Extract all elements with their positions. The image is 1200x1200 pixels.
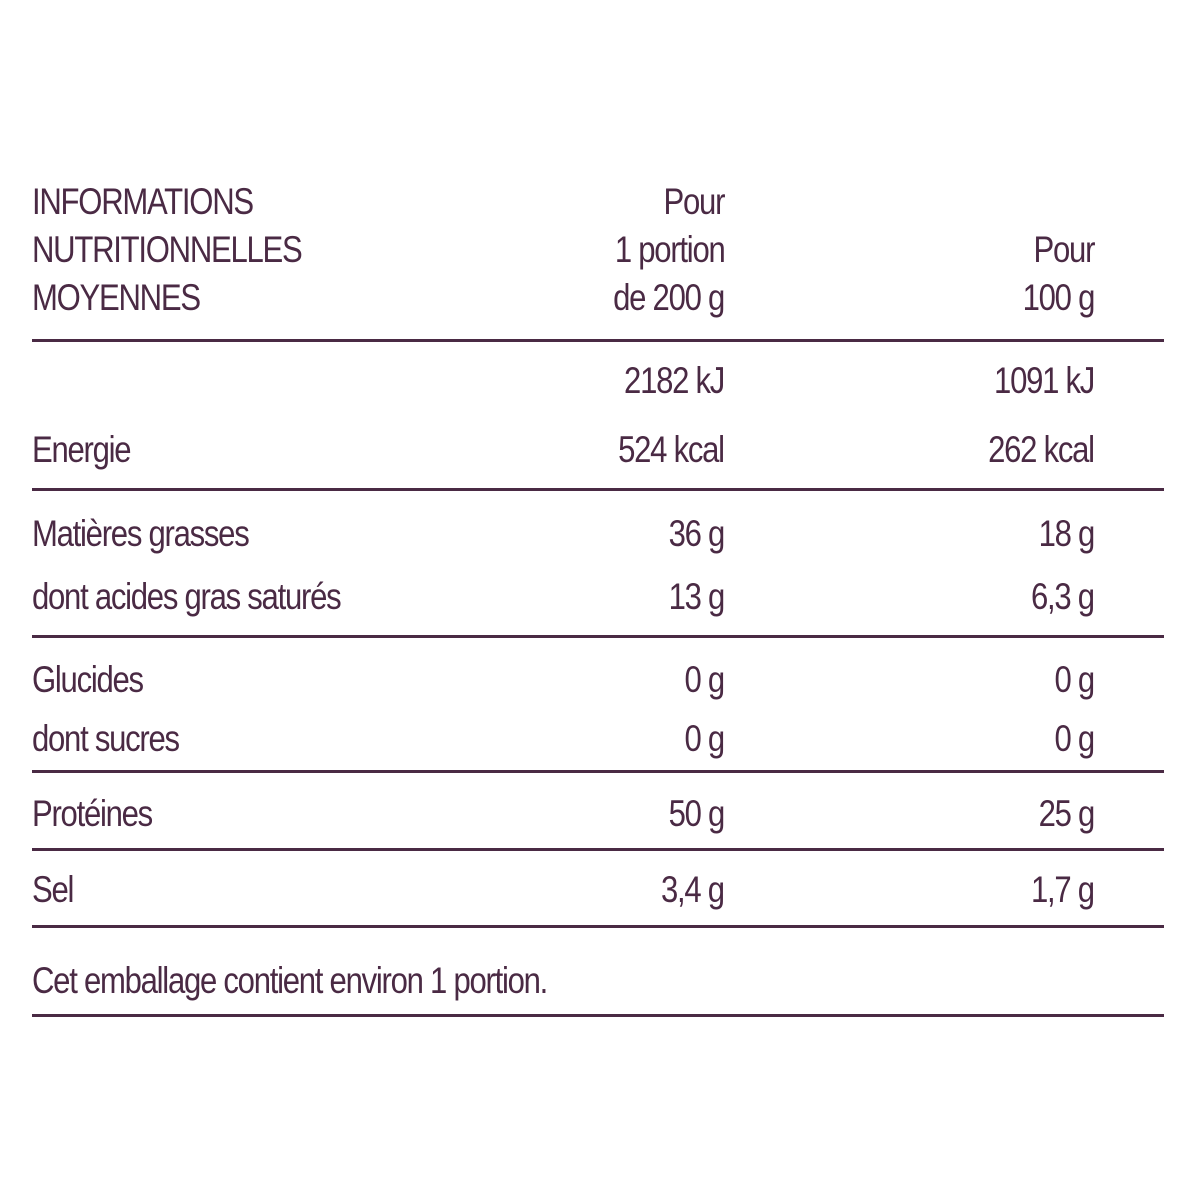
salt-label: Sel xyxy=(32,869,74,910)
carbs-portion: 0 g xyxy=(684,659,724,700)
protein-portion: 50 g xyxy=(668,793,724,834)
table-title-line-2: NUTRITIONNELLES xyxy=(32,229,302,270)
energy-kcal-100g: 262 kcal xyxy=(988,429,1094,470)
divider xyxy=(32,339,1164,342)
divider xyxy=(32,1014,1164,1017)
sugars-100g: 0 g xyxy=(1054,718,1094,759)
col-portion-header-line-2: 1 portion xyxy=(614,229,724,270)
protein-100g: 25 g xyxy=(1038,793,1094,834)
nutrition-table xyxy=(32,0,1164,1200)
sugars-label: dont sucres xyxy=(32,718,179,759)
divider xyxy=(32,635,1164,638)
divider xyxy=(32,770,1164,773)
col-100g-header-line-1: Pour xyxy=(1033,229,1094,270)
energy-kcal-portion: 524 kcal xyxy=(618,429,724,470)
portion-note: Cet emballage contient environ 1 portion. xyxy=(32,960,548,1001)
saturated-100g: 6,3 g xyxy=(1031,576,1094,617)
fat-100g: 18 g xyxy=(1038,513,1094,554)
energy-kj-100g: 1091 kJ xyxy=(993,360,1094,401)
saturated-portion: 13 g xyxy=(668,576,724,617)
saturated-label: dont acides gras saturés xyxy=(32,576,341,617)
fat-portion: 36 g xyxy=(668,513,724,554)
col-portion-header-line-3: de 200 g xyxy=(613,277,724,318)
table-title-line-3: MOYENNES xyxy=(32,277,200,318)
salt-100g: 1,7 g xyxy=(1031,869,1094,910)
col-portion-header-line-1: Pour xyxy=(663,181,724,222)
col-100g-header-line-2: 100 g xyxy=(1022,277,1094,318)
sugars-portion: 0 g xyxy=(684,718,724,759)
salt-portion: 3,4 g xyxy=(661,869,724,910)
fat-label: Matières grasses xyxy=(32,513,249,554)
carbs-label: Glucides xyxy=(32,659,143,700)
protein-label: Protéines xyxy=(32,793,152,834)
divider xyxy=(32,925,1164,928)
energy-label: Energie xyxy=(32,429,131,470)
table-title-line-1: INFORMATIONS xyxy=(32,181,253,222)
carbs-100g: 0 g xyxy=(1054,659,1094,700)
energy-kj-portion: 2182 kJ xyxy=(623,360,724,401)
divider xyxy=(32,848,1164,851)
divider xyxy=(32,488,1164,491)
